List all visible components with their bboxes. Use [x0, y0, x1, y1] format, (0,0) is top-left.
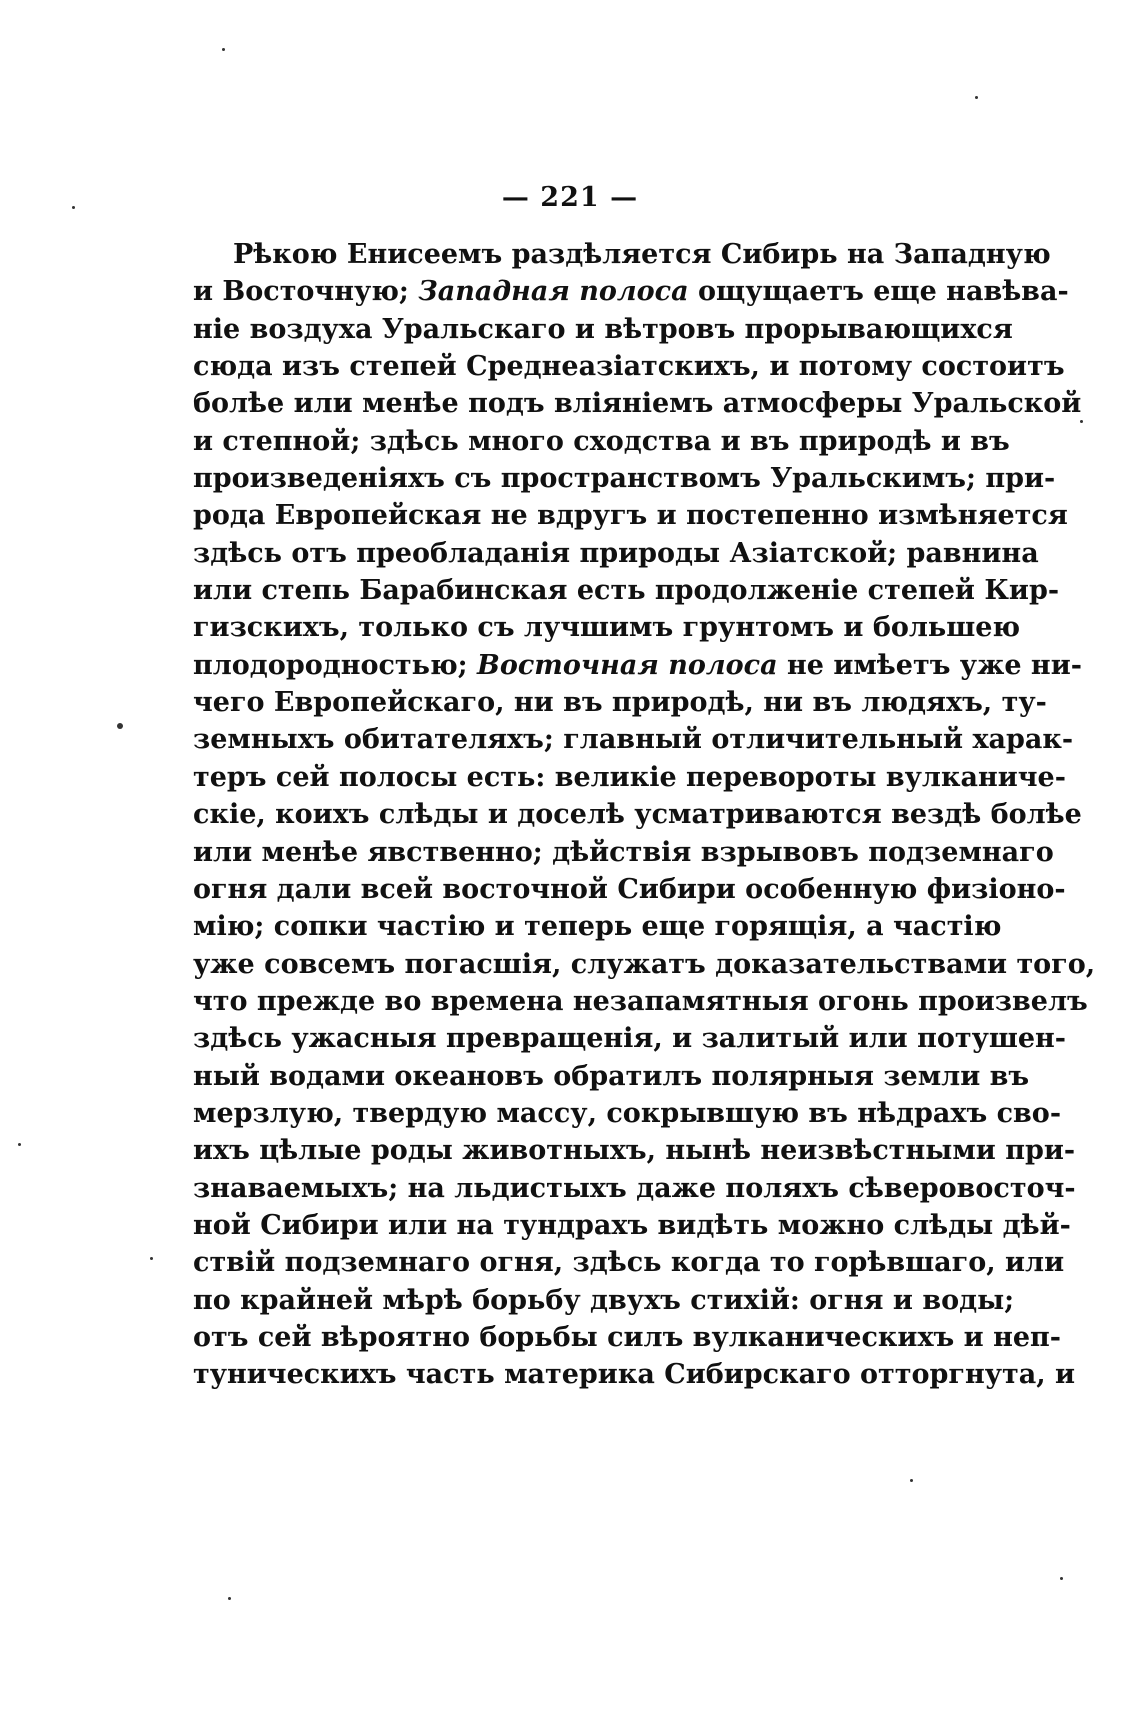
text-line: и степной; здѣсь много сходства и въ природѣ и въ: [193, 425, 1010, 457]
text-line: произведеніяхъ съ пространствомъ Уральскимъ; при-: [193, 463, 1056, 495]
text-line: чего Европейскаго, ни въ природѣ, ни въ людяхъ, ту-: [193, 687, 1047, 719]
text-line: ный водами океановъ обратилъ полярныя земли въ: [193, 1060, 1030, 1092]
text-line: и Восточную; Западная полоса ощущаетъ еще навѣва-: [193, 276, 1069, 308]
text-line: мерзлую, твердую массу, сокрывшую въ нѣдрахъ сво-: [193, 1097, 1062, 1129]
body-text: [193, 236, 1096, 1394]
text-line: огня дали всей восточной Сибири особенную физіоно-: [193, 873, 1066, 905]
text-line: скіе, коихъ слѣды и доселѣ усматриваются вездѣ болѣе: [193, 799, 1082, 831]
text-line: мію; сопки частію и теперь еще горящія, а частію: [193, 911, 1002, 943]
text-line: ной Сибири или на тундрахъ видѣть можно слѣды дѣй-: [193, 1209, 1071, 1241]
scan-speck: [117, 723, 123, 729]
text-line: плодородностью; Восточная полоса не имѣетъ уже ни-: [193, 649, 1082, 681]
heading-eastern-strip: Восточная полоса: [477, 649, 778, 681]
scan-speck: [222, 48, 225, 51]
page-number: — 221 —: [501, 182, 639, 213]
text-line: теръ сей полосы есть: великіе перевороты вулканиче-: [193, 761, 1066, 793]
text-line: Рѣкою Енисеемъ раздѣляется Сибирь на Западную: [233, 239, 1051, 270]
scan-speck: [975, 96, 978, 99]
scan-speck: [910, 1479, 913, 1482]
text-line: ихъ цѣлые роды животныхъ, нынѣ неизвѣстными при-: [193, 1135, 1076, 1167]
text-line: здѣсь ужасныя превращенія, и залитый или потушен-: [193, 1023, 1067, 1055]
scan-speck: [1060, 1577, 1063, 1580]
text-line: туническихъ часть материка Сибирскаго отторгнута, и: [193, 1359, 1076, 1391]
text-line: или степь Барабинская есть продолженіе степей Кир-: [193, 575, 1060, 607]
text-line: ствій подземнаго огня, здѣсь когда то горѣвшаго, или: [193, 1247, 1065, 1279]
heading-western-strip: Западная полоса: [418, 276, 689, 308]
text-line: знаваемыхъ; на льдистыхъ даже поляхъ сѣверовосточ-: [193, 1172, 1076, 1204]
text-line: ніе воздуха Уральскаго и вѣтровъ прорывающихся: [193, 313, 1013, 345]
scan-speck: [228, 1597, 231, 1600]
text-line: что прежде во времена незапамятныя огонь произвелъ: [193, 985, 1088, 1017]
text-line: по крайней мѣрѣ борьбу двухъ стихій: огня и воды;: [193, 1284, 1015, 1316]
text-line: рода Европейская не вдругъ и постепенно измѣняется: [193, 500, 1068, 532]
scan-speck: [1080, 420, 1083, 423]
text-line: уже совсемъ погасшія, служатъ доказательствами того,: [193, 948, 1096, 980]
text-line: или менѣе явственно; дѣйствія взрывовъ подземнаго: [193, 836, 1054, 868]
text-line: гизскихъ, только съ лучшимъ грунтомъ и большею: [193, 612, 1021, 644]
scan-speck: [72, 206, 75, 209]
text-line: отъ сей вѣроятно борьбы силъ вулканическихъ и неп-: [193, 1321, 1061, 1353]
text-line: болѣе или менѣе подъ вліяніемъ атмосферы Уральской: [193, 388, 1082, 420]
scan-speck: [150, 1257, 153, 1260]
text-line: земныхъ обитателяхъ; главный отличительный харак-: [193, 724, 1074, 756]
text-line: сюда изъ степей Среднеазіатскихъ, и потому состоитъ: [193, 351, 1065, 383]
text-line: здѣсь отъ преобладанія природы Азіатской; равнина: [193, 537, 1039, 569]
scan-speck: [18, 1143, 21, 1146]
